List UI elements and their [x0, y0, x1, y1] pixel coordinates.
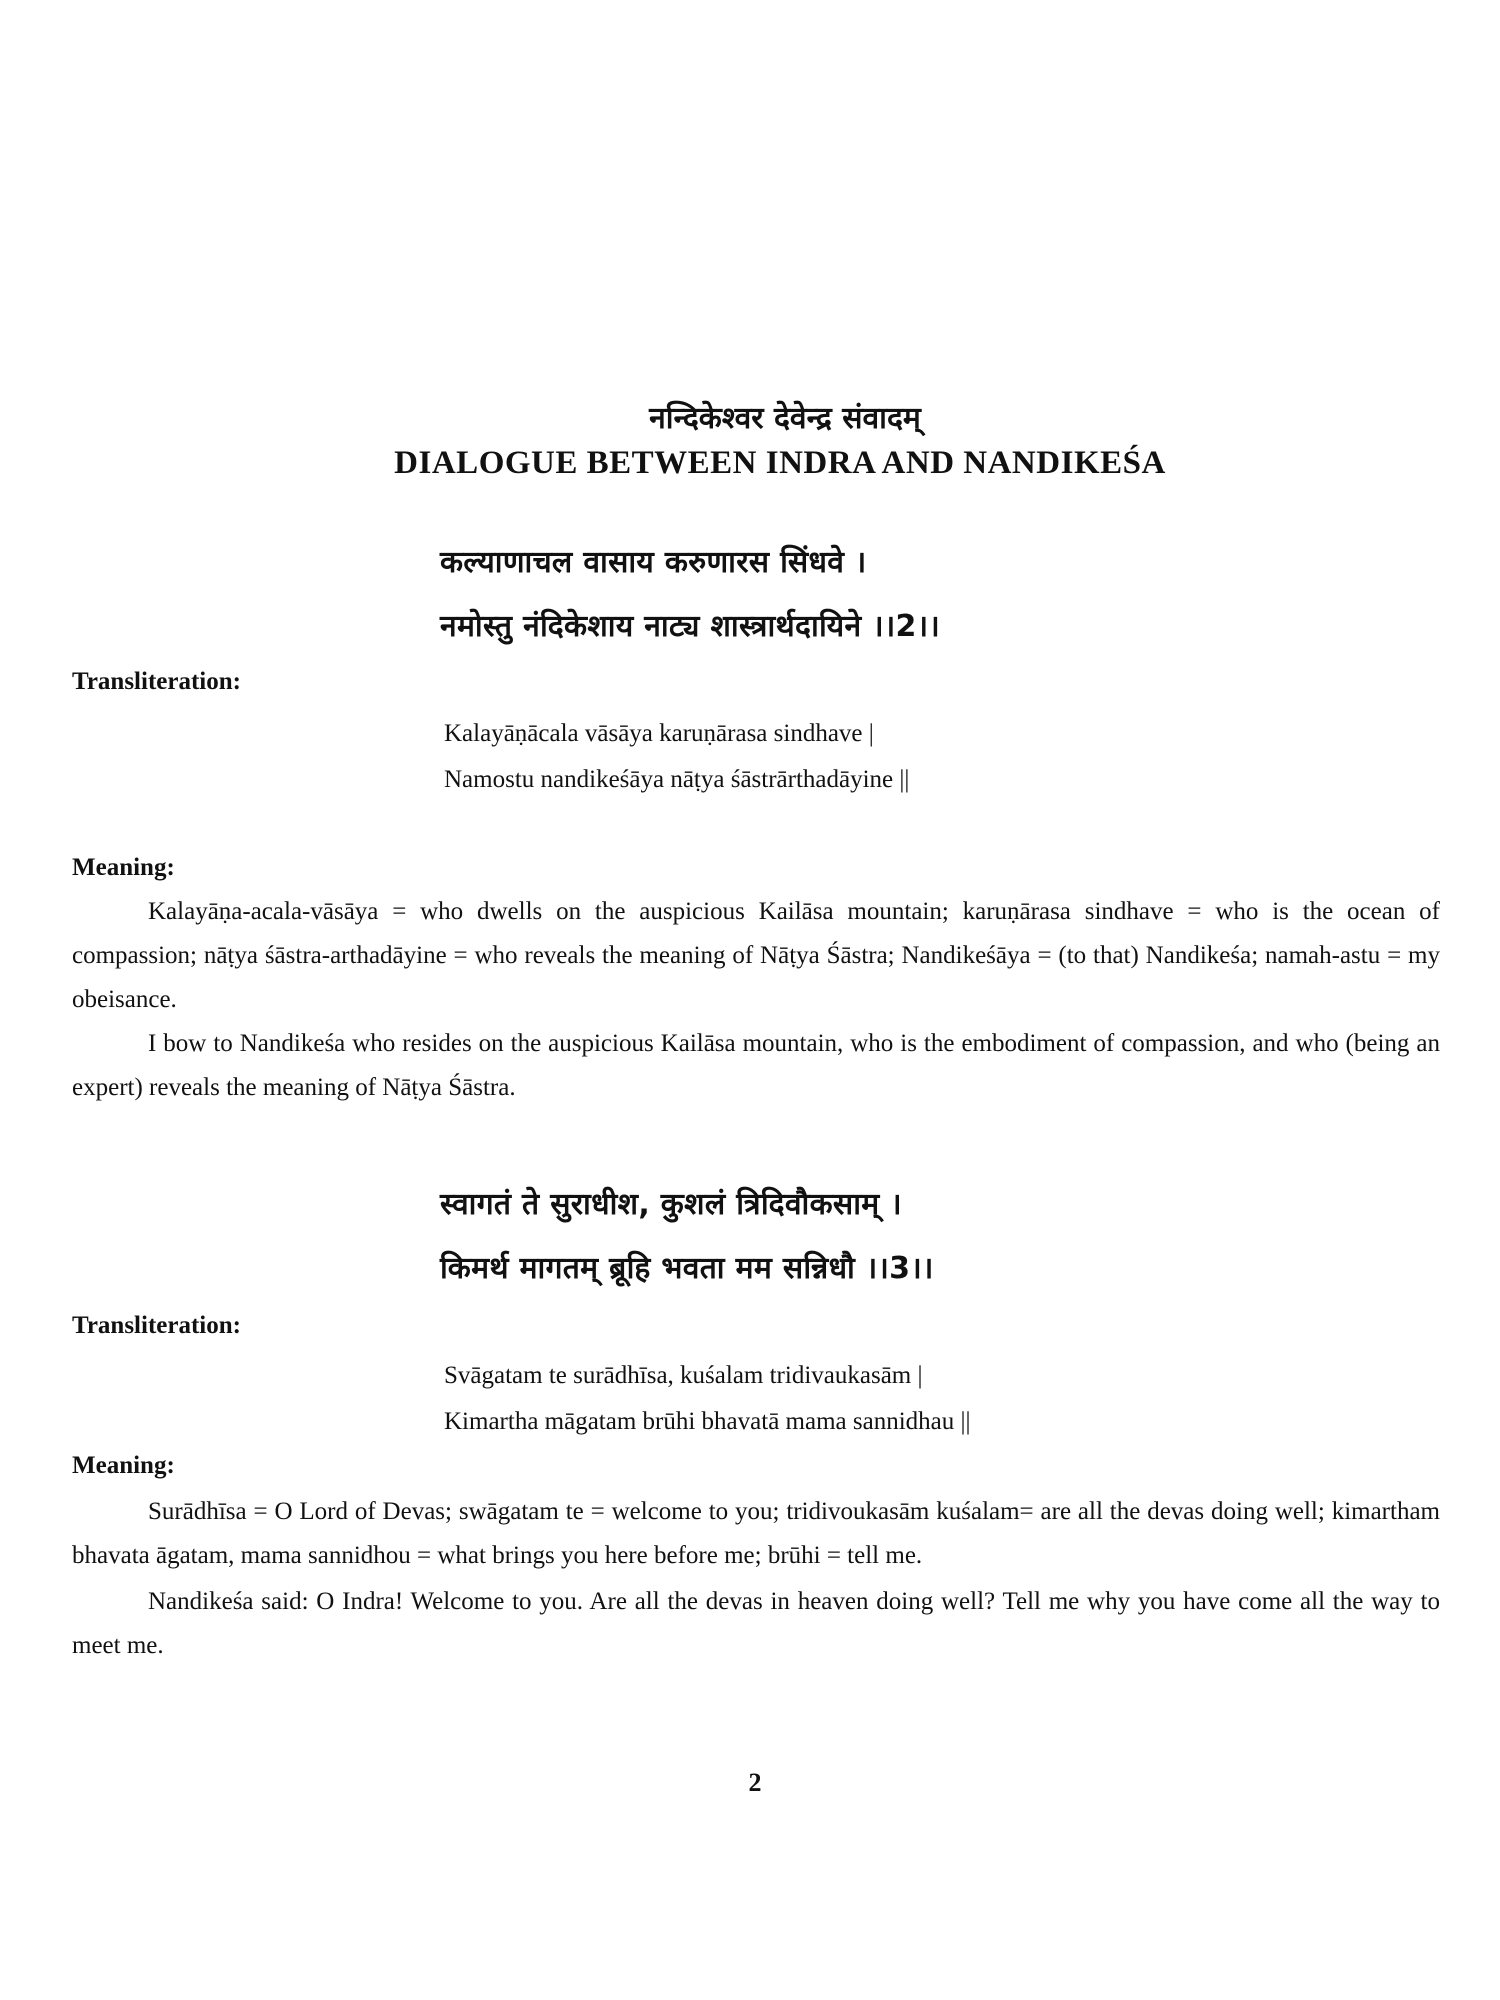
verse3-sanskrit-line1: स्वागतं ते सुराधीश, कुशलं त्रिदिवौकसाम् ।	[440, 1187, 902, 1222]
verse2-transliteration-line2: Namostu nandikeśāya nāṭya śāstrārthadāyine ||	[444, 766, 910, 793]
verse3-transliteration-label: Transliteration:	[72, 1312, 241, 1339]
verse2-sanskrit-line1: कल्याणाचल वासाय करुणारस सिंधवे ।	[440, 545, 867, 580]
verse2-meaning-label: Meaning:	[72, 854, 175, 881]
verse2-transliteration-label: Transliteration:	[72, 668, 241, 695]
verse3-sanskrit-line2: किमर्थ मागतम् ब्रूहि भवता मम सन्निधौ ।।3।।	[440, 1251, 934, 1286]
verse3-meaning-paragraph2	[72, 1580, 1440, 1668]
verse2-meaning-paragraph1	[72, 890, 1440, 1022]
verse3-meaning-label: Meaning:	[72, 1452, 175, 1479]
verse2-transliteration-line1: Kalayāṇācala vāsāya karuṇārasa sindhave |	[444, 720, 874, 747]
verse3-meaning-paragraph1	[72, 1490, 1440, 1578]
verse3-meaning-text1: Surādhīsa = O Lord of Devas; swāgatam te = welcome to you; tridivoukasām kuśalam= are all the devas doing well; kimartham bhavata āgatam, mama sannidhou = what brings you here before me; brūhi = tell me.	[72, 1498, 1440, 1569]
verse2-meaning-text2: I bow to Nandikeśa who resides on the auspicious Kailāsa mountain, who is the embodiment of compassion, and who (being an expert) reveals the meaning of Nāṭya Śāstra.	[72, 1030, 1440, 1101]
verse2-sanskrit-line2: नमोस्तु नंदिकेशाय नाट्य शास्त्रार्थदायिने ।।2।।	[440, 609, 941, 644]
verse3-transliteration-line2: Kimartha māgatam brūhi bhavatā mama sannidhau ||	[444, 1408, 971, 1435]
verse2-meaning-paragraph2	[72, 1022, 1440, 1110]
english-title: DIALOGUE BETWEEN INDRA AND NANDIKEŚA	[394, 445, 1166, 481]
sanskrit-title: नन्दिकेश्वर देवेन्द्र संवादम्	[649, 401, 921, 436]
verse3-transliteration-line1: Svāgatam te surādhīsa, kuśalam tridivaukasām |	[444, 1362, 923, 1389]
verse3-meaning-text2: Nandikeśa said: O Indra! Welcome to you. Are all the devas in heaven doing well? Tell me why you have come all the way to meet me.	[72, 1588, 1440, 1659]
page-number: 2	[748, 1768, 762, 1797]
verse2-meaning-text1: Kalayāṇa-acala-vāsāya = who dwells on the auspicious Kailāsa mountain; karuṇārasa sindhave = who is the ocean of compassion; nāṭya śāstra-arthadāyine = who reveals the meaning of Nāṭya Śāstra; Nandikeśāya = (to that) Nandikeśa; namah-astu = my obeisance.	[72, 898, 1440, 1013]
